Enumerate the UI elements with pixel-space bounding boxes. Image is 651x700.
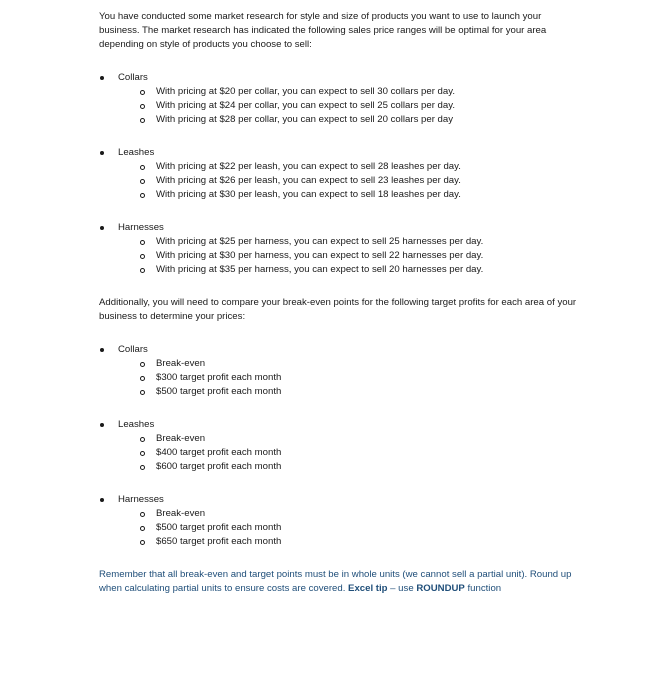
remember-note bbox=[99, 568, 579, 596]
list-item: With pricing at $30 per leash, you can expect to sell 18 leashes per day. bbox=[99, 188, 579, 202]
bullet-label: Collars bbox=[99, 71, 579, 85]
list-item: With pricing at $30 per harness, you can expect to sell 22 harnesses per day. bbox=[99, 249, 579, 263]
list-item: Break-even bbox=[99, 357, 579, 371]
list-item: With pricing at $28 per collar, you can expect to sell 20 collars per day bbox=[99, 113, 579, 127]
list-item: $400 target profit each month bbox=[99, 446, 579, 460]
list-item: $300 target profit each month bbox=[99, 371, 579, 385]
sub-list bbox=[99, 507, 579, 549]
sub-list bbox=[99, 357, 579, 399]
target-section-collars bbox=[99, 343, 579, 399]
pricing-section-collars bbox=[99, 71, 579, 127]
list-item: With pricing at $25 per harness, you can expect to sell 25 harnesses per day. bbox=[99, 235, 579, 249]
function-suffix: function bbox=[464, 583, 502, 594]
target-section-leashes bbox=[99, 418, 579, 474]
roundup-function-name: ROUNDUP bbox=[416, 583, 465, 594]
intro-paragraph: You have conducted some market research for style and size of products you want to use to launch your business. The market research has indicated the following sales price ranges will be optimal for your area depending on style of products you choose to sell: bbox=[99, 11, 547, 50]
document-page bbox=[99, 10, 579, 596]
bullet-label: Leashes bbox=[99, 146, 579, 160]
list-item: $650 target profit each month bbox=[99, 535, 579, 549]
pricing-section-leashes bbox=[99, 146, 579, 202]
bullet-label: Harnesses bbox=[99, 493, 579, 507]
sub-list bbox=[99, 85, 579, 127]
list-item: With pricing at $24 per collar, you can expect to sell 25 collars per day. bbox=[99, 99, 579, 113]
bullet-label: Collars bbox=[99, 343, 579, 357]
pricing-section-harnesses bbox=[99, 221, 579, 277]
list-item: Break-even bbox=[99, 507, 579, 521]
list-item: With pricing at $26 per leash, you can expect to sell 23 leashes per day. bbox=[99, 174, 579, 188]
remember-text: Remember that all break-even and target points must be in whole units (we cannot sell a partial unit). Round up when calculating partial units to ensure costs are covered. bbox=[99, 569, 572, 594]
sub-list bbox=[99, 160, 579, 202]
target-section-harnesses bbox=[99, 493, 579, 549]
list-item: $600 target profit each month bbox=[99, 460, 579, 474]
bullet-label: Harnesses bbox=[99, 221, 579, 235]
sub-list bbox=[99, 235, 579, 277]
excel-tip-dash: – use bbox=[387, 583, 417, 594]
list-item: With pricing at $22 per leash, you can expect to sell 28 leashes per day. bbox=[99, 160, 579, 174]
list-item: $500 target profit each month bbox=[99, 385, 579, 399]
additional-paragraph: Additionally, you will need to compare your break-even points for the following target profits for each area of your business to determine your prices: bbox=[99, 297, 577, 322]
list-item: With pricing at $20 per collar, you can expect to sell 30 collars per day. bbox=[99, 85, 579, 99]
list-item: Break-even bbox=[99, 432, 579, 446]
list-item: With pricing at $35 per harness, you can expect to sell 20 harnesses per day. bbox=[99, 263, 579, 277]
excel-tip-label: Excel tip bbox=[348, 583, 388, 594]
bullet-label: Leashes bbox=[99, 418, 579, 432]
sub-list bbox=[99, 432, 579, 474]
list-item: $500 target profit each month bbox=[99, 521, 579, 535]
